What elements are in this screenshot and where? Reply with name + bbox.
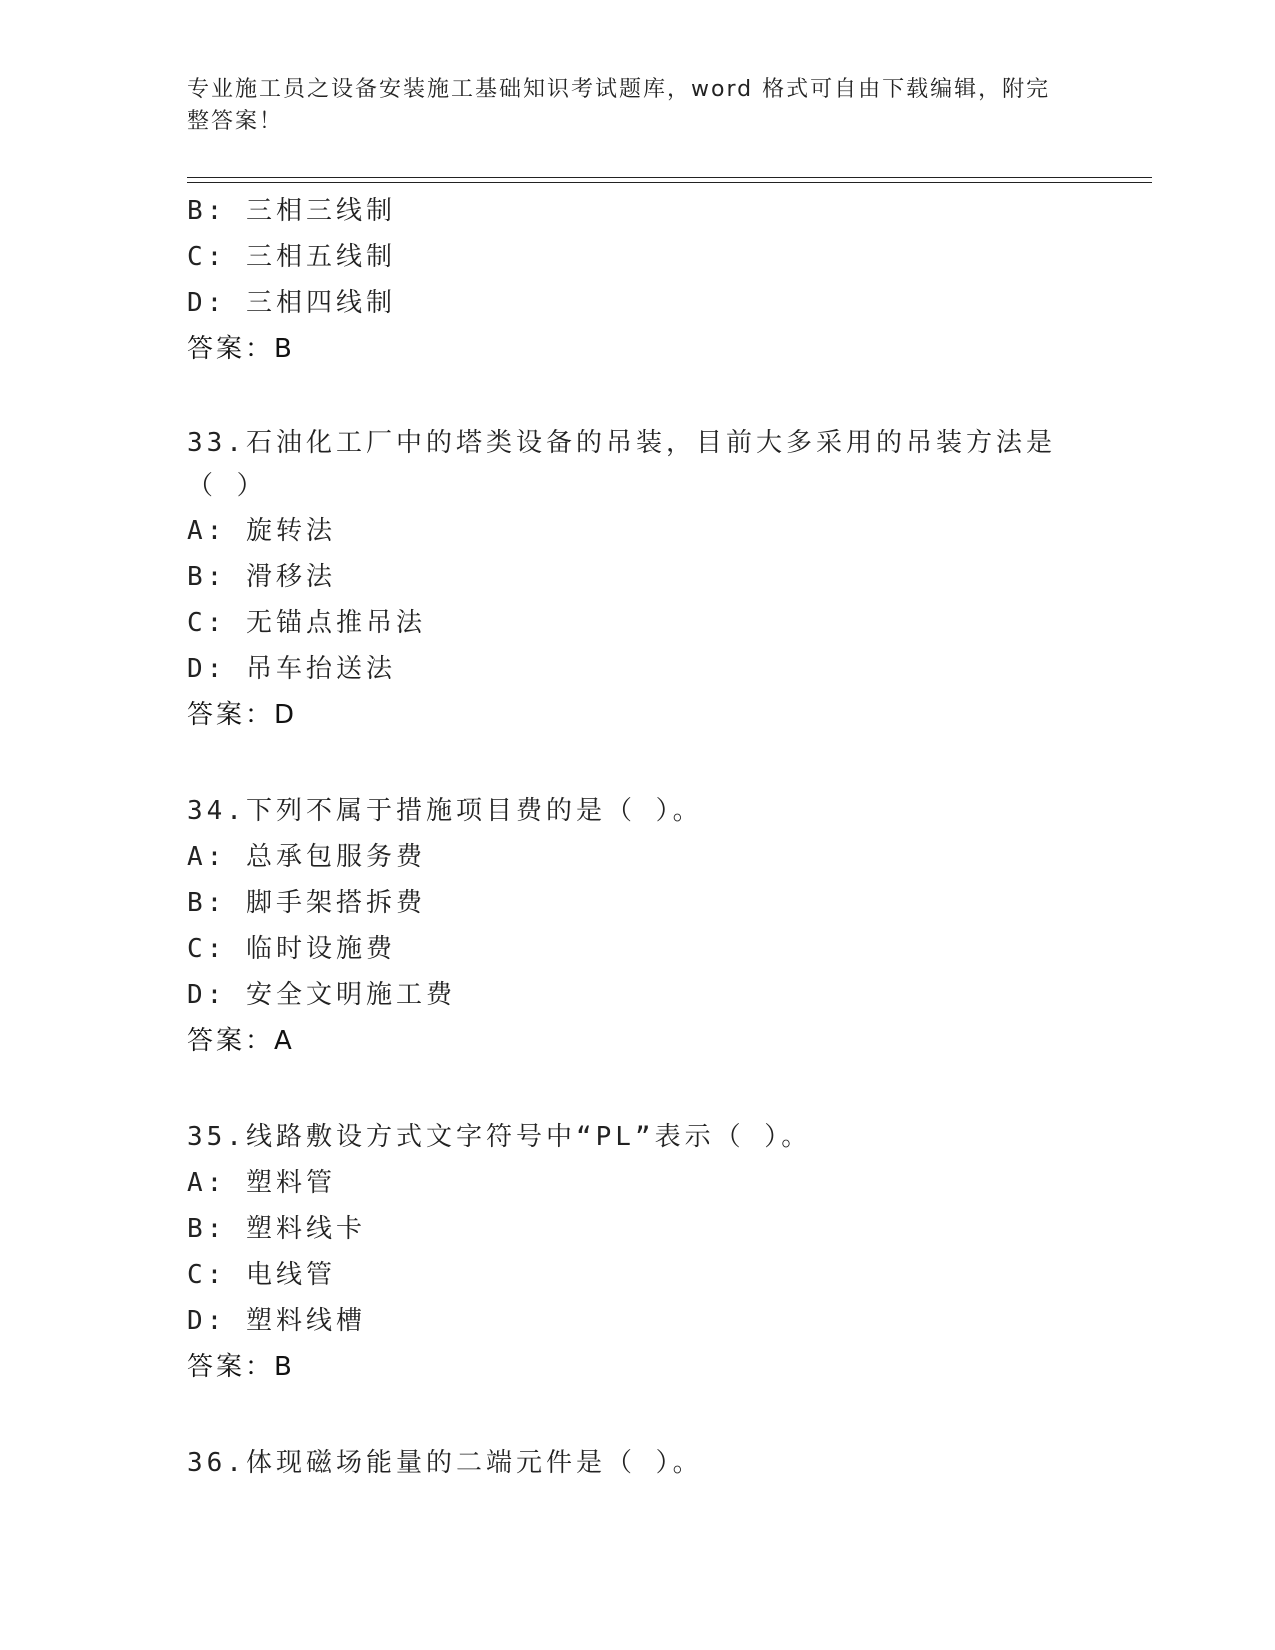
option-d: D: 吊车抬送法	[187, 654, 396, 684]
document-header: 专业施工员之设备安装施工基础知识考试题库，word 格式可自由下载编辑，附完整答案！	[187, 77, 1051, 134]
option-d: D: 三相四线制	[187, 288, 396, 318]
question-stem: 34.下列不属于措施项目费的是（ ）。	[187, 796, 703, 826]
option-c: C: 三相五线制	[187, 242, 396, 272]
option-a: A: 总承包服务费	[187, 842, 426, 872]
answer-line: 答案：A	[187, 1026, 295, 1056]
question-33	[187, 422, 1067, 738]
option-c: C: 无锚点推吊法	[187, 608, 426, 638]
question-35	[187, 1114, 1067, 1390]
question-36	[187, 1440, 1067, 1486]
option-b: B: 脚手架搭拆费	[187, 888, 426, 918]
spacer	[187, 738, 1067, 784]
option-b: B: 滑移法	[187, 562, 336, 592]
spacer	[187, 1390, 1067, 1436]
question-stem: 36.体现磁场能量的二端元件是（ ）。	[187, 1448, 703, 1478]
header-divider-top	[187, 177, 1152, 178]
option-b: B: 塑料线卡	[187, 1214, 366, 1244]
answer-line: 答案：B	[187, 334, 295, 364]
spacer	[187, 372, 1067, 418]
option-d: D: 塑料线槽	[187, 1306, 366, 1336]
option-c: C: 电线管	[187, 1260, 336, 1290]
option-d: D: 安全文明施工费	[187, 980, 456, 1010]
option-a: A: 塑料管	[187, 1168, 336, 1198]
spacer	[187, 1064, 1067, 1110]
answer-line: 答案：D	[187, 700, 298, 730]
option-b: B: 三相三线制	[187, 196, 396, 226]
header-divider-bottom	[187, 182, 1152, 183]
question-stem: 33.石油化工厂中的塔类设备的吊装，目前大多采用的吊装方法是（ ）	[187, 428, 1056, 501]
question-stem: 35.线路敷设方式文字符号中“PL”表示（ ）。	[187, 1122, 812, 1152]
answer-line: 答案：B	[187, 1352, 295, 1382]
question-32-continuation	[187, 188, 1067, 372]
question-34	[187, 788, 1067, 1064]
question-list	[187, 188, 1067, 1486]
option-c: C: 临时设施费	[187, 934, 396, 964]
option-a: A: 旋转法	[187, 516, 336, 546]
